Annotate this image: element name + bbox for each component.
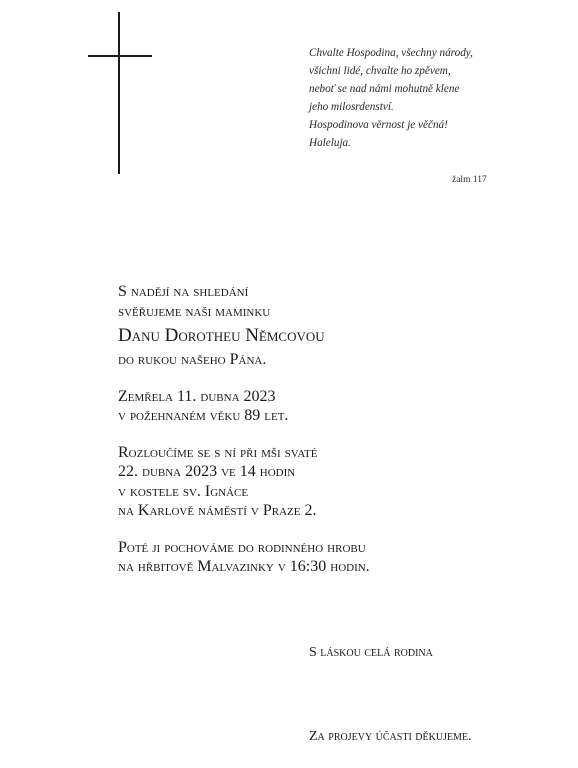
burial-paragraph: [118, 538, 538, 577]
farewell-line: Rozloučíme se s ní při mši svaté: [118, 443, 318, 461]
cross-vertical-bar: [118, 12, 120, 174]
farewell-line: v kostele sv. Ignáce: [118, 482, 249, 500]
cross-horizontal-bar: [88, 55, 152, 57]
farewell-line: na Karlově náměstí v Praze 2.: [118, 502, 317, 519]
psalm-line: Hospodinova věrnost je věčná!: [309, 119, 448, 131]
burial-line: Poté ji pochováme do rodinného hrobu: [118, 538, 366, 556]
family-signature: S láskou celá rodina: [309, 645, 433, 660]
farewell-line: 22. dubna 2023 ve 14 hodin: [118, 463, 296, 480]
intro-paragraph: [118, 282, 538, 348]
psalm-line: neboť se nad námi mohutně klene: [309, 83, 460, 95]
intro-line: svěřujeme naši maminku: [118, 302, 271, 320]
outro-paragraph: [118, 350, 538, 370]
psalm-line: jeho milosrdenství.: [309, 101, 394, 113]
farewell-paragraph: [118, 443, 538, 521]
psalm-quote: [309, 44, 549, 152]
burial-line: na hřbitově Malvazinky v 16:30 hodin.: [118, 558, 370, 575]
thanks-note: Za projevy účasti děkujeme.: [309, 729, 472, 744]
psalm-line: Haleluja.: [309, 137, 351, 149]
intro-line: S nadějí na shledání: [118, 283, 249, 300]
death-line: Zemřela 11. dubna 2023: [118, 387, 276, 405]
deceased-name: Danu Dorotheu Němcovou: [118, 325, 325, 346]
death-line: v požehnaném věku 89 let.: [118, 407, 289, 424]
death-paragraph: [118, 387, 538, 426]
psalm-reference: žalm 117: [452, 175, 487, 185]
announcement-body: [118, 282, 538, 594]
psalm-line: Chvalte Hospodina, všechny národy,: [309, 47, 473, 59]
outro-line: do rukou našeho Pána.: [118, 351, 267, 368]
psalm-line: všichni lidé, chvalte ho zpěvem,: [309, 65, 451, 77]
